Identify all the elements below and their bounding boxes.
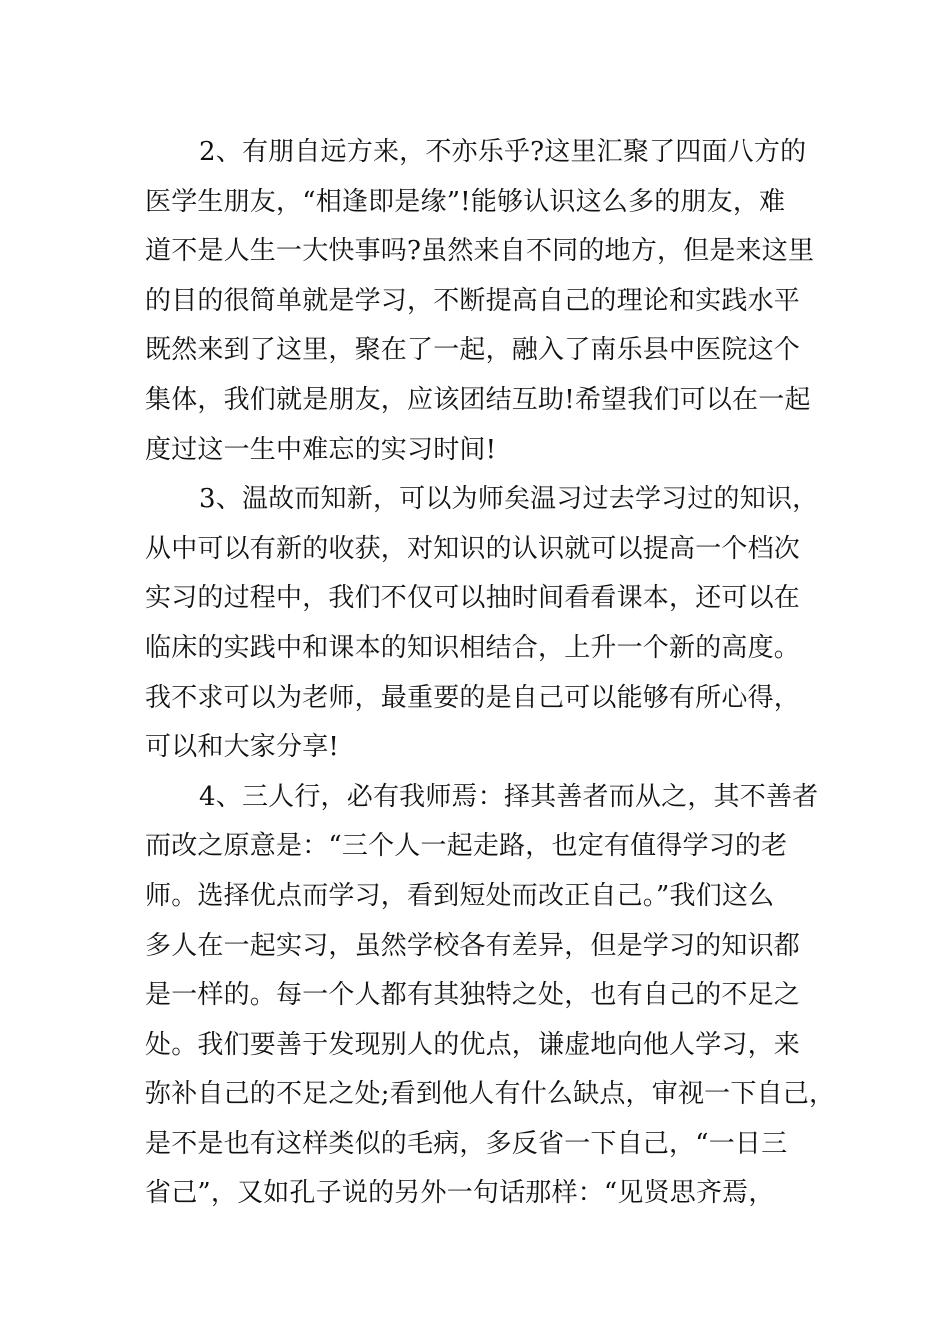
paragraph-line: 师。选择优点而学习，看到短处而改正自己。”我们这么 xyxy=(145,880,775,911)
paragraph-line: 2、有朋自远方来，不亦乐乎?这里汇聚了四面八方的 xyxy=(199,137,807,167)
paragraph-line: 道不是人生一大快事吗?虽然来自不同的地方，但是来这里 xyxy=(145,236,815,267)
paragraph-3 xyxy=(145,475,819,773)
paragraph-line: 省己”，又如孔子说的另外一句话那样：“见贤思齐焉， xyxy=(145,1178,775,1209)
paragraph-line: 多人在一起实习，虽然学校各有差异，但是学习的知识都 xyxy=(145,930,801,961)
paragraph-line: 弥补自己的不足之处;看到他人有什么缺点，审视一下自己， xyxy=(145,1079,836,1110)
paragraph-line: 3、温故而知新，可以为师矣温习过去学习过的知识， xyxy=(199,484,819,515)
paragraph-line: 集体，我们就是朋友，应该团结互助!希望我们可以在一起 xyxy=(145,384,811,415)
paragraph-line: 度过这一生中难忘的实习时间! xyxy=(145,434,497,465)
paragraph-line: 可以和大家分享! xyxy=(145,732,340,763)
paragraph-line: 4、三人行，必有我师焉：择其善者而从之，其不善者 xyxy=(199,781,819,812)
paragraph-line: 是一样的。每一个人都有其独特之处，也有自己的不足之 xyxy=(145,980,801,1011)
paragraph-line: 而改之原意是：“三个人一起走路，也定有值得学习的老 xyxy=(145,831,788,862)
document-body xyxy=(145,128,836,1219)
paragraph-line: 临床的实践中和课本的知识相结合，上升一个新的高度。 xyxy=(145,632,801,663)
paragraph-line: 从中可以有新的收获，对知识的认识就可以提高一个档次 xyxy=(145,533,801,564)
paragraph-2 xyxy=(145,128,815,475)
paragraph-line: 实习的过程中，我们不仅可以抽时间看看课本，还可以在 xyxy=(145,583,801,614)
paragraph-line: 我不求可以为老师，最重要的是自己可以能够有所心得， xyxy=(145,682,801,713)
paragraph-line: 是不是也有这样类似的毛病，多反省一下自己，“一日三 xyxy=(145,1128,788,1159)
paragraph-line: 处。我们要善于发现别人的优点，谦虚地向他人学习，来 xyxy=(145,1029,801,1060)
paragraph-line: 医学生朋友，“相逢即是缘”!能够认识这么多的朋友，难 xyxy=(145,186,786,217)
paragraph-line: 既然来到了这里，聚在了一起，融入了南乐县中医院这个 xyxy=(145,335,801,366)
paragraph-4 xyxy=(145,773,836,1219)
paragraph-line: 的目的很简单就是学习，不断提高自己的理论和实践水平 xyxy=(145,285,801,316)
